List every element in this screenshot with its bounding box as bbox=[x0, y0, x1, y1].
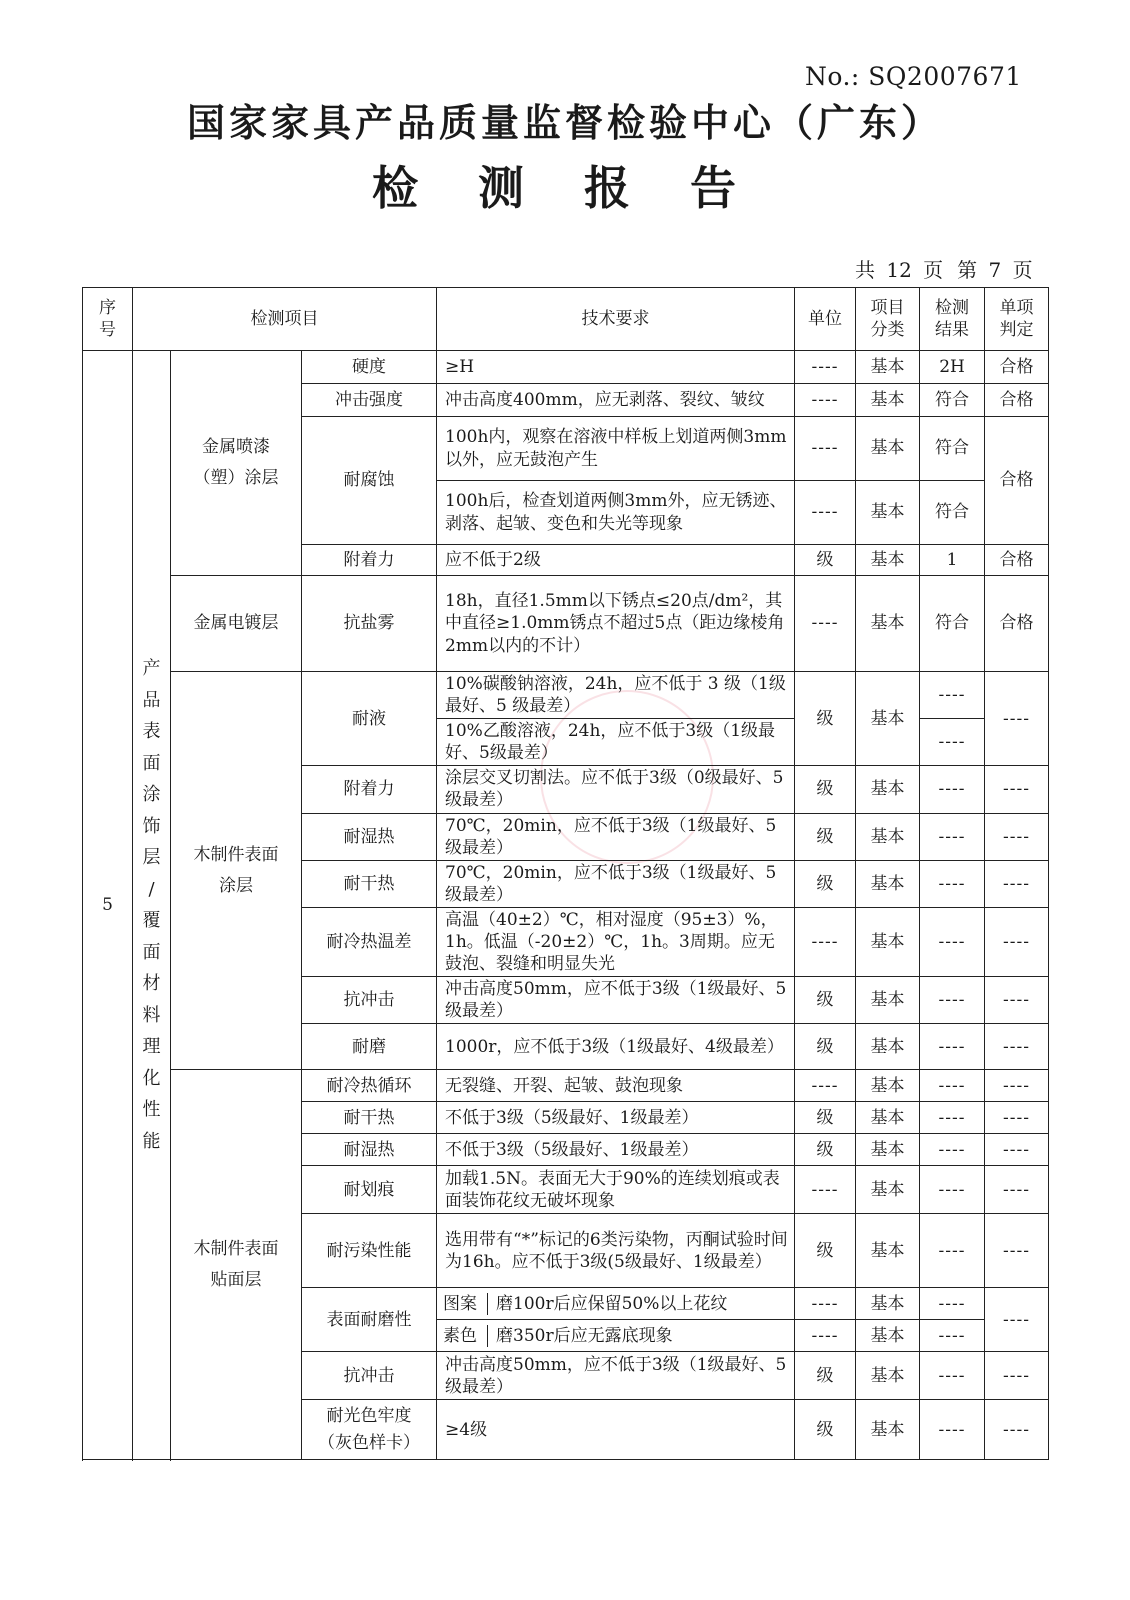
unit-cell: 级 bbox=[795, 977, 856, 1024]
verdict-cell: ---- bbox=[985, 813, 1049, 860]
verdict-cell: ---- bbox=[985, 1102, 1049, 1134]
header-requirement: 技术要求 bbox=[437, 288, 795, 351]
item-cell: 耐腐蚀 bbox=[302, 417, 437, 545]
item-cell: 耐干热 bbox=[302, 860, 437, 907]
requirement-cell: 70℃，20min，应不低于3级（1级最好、5级最差） bbox=[437, 860, 795, 907]
category-cell: 基本 bbox=[856, 384, 920, 417]
requirement-cell bbox=[437, 1288, 795, 1320]
result-cell: 符合 bbox=[920, 417, 985, 481]
category-cell: 基本 bbox=[856, 481, 920, 545]
table-row bbox=[83, 576, 1049, 672]
result-cell: ---- bbox=[920, 672, 985, 719]
current-page: 第 7 页 bbox=[957, 258, 1033, 282]
verdict-cell: ---- bbox=[985, 1070, 1049, 1102]
requirement-cell: 冲击高度50mm，应不低于3级（1级最好、5级最差） bbox=[437, 1352, 795, 1400]
category-cell: 基本 bbox=[856, 1214, 920, 1288]
item-cell: 耐液 bbox=[302, 672, 437, 766]
unit-cell: ---- bbox=[795, 1320, 856, 1352]
verdict-cell: ---- bbox=[985, 1352, 1049, 1400]
item-cell: 耐湿热 bbox=[302, 1134, 437, 1166]
result-cell: ---- bbox=[920, 719, 985, 766]
unit-cell: 级 bbox=[795, 672, 856, 766]
unit-cell: ---- bbox=[795, 1166, 856, 1214]
test-results-table bbox=[82, 287, 1049, 1460]
item-cell: 耐划痕 bbox=[302, 1166, 437, 1214]
verdict-cell: ---- bbox=[985, 1400, 1049, 1460]
result-cell: ---- bbox=[920, 1102, 985, 1134]
result-cell: ---- bbox=[920, 1320, 985, 1352]
seq-cell: 5 bbox=[83, 351, 133, 1460]
requirement-cell: 不低于3级（5级最好、1级最差） bbox=[437, 1102, 795, 1134]
report-title: 检 测 报 告 bbox=[371, 161, 759, 215]
section-wood-veneer: 木制件表面 贴面层 bbox=[171, 1070, 302, 1460]
report-number: No.: SQ2007671 bbox=[805, 62, 1022, 91]
result-cell: ---- bbox=[920, 977, 985, 1024]
requirement-cell: 高温（40±2）℃，相对湿度（95±3）%，1h。低温（-20±2）℃，1h。3周期。应无鼓泡、裂缝和明显失光 bbox=[437, 907, 795, 976]
verdict-cell: ---- bbox=[985, 907, 1049, 976]
result-cell: 符合 bbox=[920, 481, 985, 545]
requirement-cell: ≥4级 bbox=[437, 1400, 795, 1460]
category-cell: 基本 bbox=[856, 1352, 920, 1400]
category-cell: 基本 bbox=[856, 766, 920, 813]
requirement-cell: 100h内，观察在溶液中样板上划道两侧3mm以外，应无鼓泡产生 bbox=[437, 417, 795, 481]
table-row bbox=[83, 351, 1049, 384]
result-cell: 符合 bbox=[920, 576, 985, 672]
unit-cell: ---- bbox=[795, 417, 856, 481]
page-info bbox=[855, 254, 1047, 283]
item-cell: 耐冷热循环 bbox=[302, 1070, 437, 1102]
table-row bbox=[83, 672, 1049, 719]
verdict-cell: 合格 bbox=[985, 576, 1049, 672]
requirement-cell: 选用带有“*”标记的6类污染物，丙酮试验时间为16h。应不低于3级(5级最好、1级最差） bbox=[437, 1214, 795, 1288]
unit-cell: 级 bbox=[795, 1352, 856, 1400]
item-cell: 抗冲击 bbox=[302, 977, 437, 1024]
table-header-row bbox=[83, 288, 1049, 351]
item-cell: 耐湿热 bbox=[302, 813, 437, 860]
item-cell: 耐光色牢度 （灰色样卡） bbox=[302, 1400, 437, 1460]
category-cell: 基本 bbox=[856, 860, 920, 907]
verdict-cell: 合格 bbox=[985, 384, 1049, 417]
unit-cell: ---- bbox=[795, 481, 856, 545]
verdict-cell: ---- bbox=[985, 672, 1049, 766]
unit-cell: 级 bbox=[795, 1400, 856, 1460]
unit-cell: 级 bbox=[795, 545, 856, 576]
result-cell: 1 bbox=[920, 545, 985, 576]
category-cell: 基本 bbox=[856, 545, 920, 576]
unit-cell: ---- bbox=[795, 351, 856, 384]
category-cell: 基本 bbox=[856, 1288, 920, 1320]
verdict-cell: ---- bbox=[985, 977, 1049, 1024]
requirement-cell: 涂层交叉切割法。应不低于3级（0级最好、5级最差） bbox=[437, 766, 795, 813]
result-cell: ---- bbox=[920, 1352, 985, 1400]
category-cell: 基本 bbox=[856, 1166, 920, 1214]
item-cell: 抗盐雾 bbox=[302, 576, 437, 672]
plain-requirement: 磨350r后应无露底现象 bbox=[496, 1325, 673, 1346]
requirement-cell: ≥H bbox=[437, 351, 795, 384]
total-pages: 共 12 页 bbox=[855, 258, 944, 282]
verdict-cell: ---- bbox=[985, 1288, 1049, 1352]
item-cell: 附着力 bbox=[302, 545, 437, 576]
unit-cell: ---- bbox=[795, 1288, 856, 1320]
requirement-cell: 100h后，检查划道两侧3mm外，应无锈迹、剥落、起皱、变色和失光等现象 bbox=[437, 481, 795, 545]
center-name: 国家家具产品质量监督检验中心（广东） bbox=[186, 100, 943, 145]
header-item: 检测项目 bbox=[133, 288, 437, 351]
unit-cell: 级 bbox=[795, 1214, 856, 1288]
category-cell: 基本 bbox=[856, 1400, 920, 1460]
requirement-cell: 冲击高度400mm，应无剥落、裂纹、皱纹 bbox=[437, 384, 795, 417]
category-cell: 基本 bbox=[856, 813, 920, 860]
verdict-cell: ---- bbox=[985, 1214, 1049, 1288]
result-cell: ---- bbox=[920, 860, 985, 907]
category-cell: 基本 bbox=[856, 351, 920, 384]
item-cell: 附着力 bbox=[302, 766, 437, 813]
header-category: 项目 分类 bbox=[856, 288, 920, 351]
unit-cell: 级 bbox=[795, 860, 856, 907]
result-cell: ---- bbox=[920, 1400, 985, 1460]
unit-cell: 级 bbox=[795, 813, 856, 860]
item-cell: 抗冲击 bbox=[302, 1352, 437, 1400]
plain-label: 素色 bbox=[443, 1325, 488, 1347]
result-cell: ---- bbox=[920, 1166, 985, 1214]
category-cell: 基本 bbox=[856, 417, 920, 481]
unit-cell: 级 bbox=[795, 1134, 856, 1166]
requirement-cell: 1000r，应不低于3级（1级最好、4级最差） bbox=[437, 1024, 795, 1070]
pattern-requirement: 磨100r后应保留50%以上花纹 bbox=[496, 1293, 728, 1314]
result-cell: ---- bbox=[920, 1024, 985, 1070]
result-cell: ---- bbox=[920, 1070, 985, 1102]
category-cell: 基本 bbox=[856, 1070, 920, 1102]
requirement-cell: 应不低于2级 bbox=[437, 545, 795, 576]
category-cell: 基本 bbox=[856, 1134, 920, 1166]
item-cell: 耐干热 bbox=[302, 1102, 437, 1134]
unit-cell: ---- bbox=[795, 1070, 856, 1102]
header-result: 检测 结果 bbox=[920, 288, 985, 351]
item-cell: 表面耐磨性 bbox=[302, 1288, 437, 1352]
unit-cell: ---- bbox=[795, 907, 856, 976]
requirement-cell: 18h，直径1.5mm以下锈点≤20点/dm²，其中直径≥1.0mm锈点不超过5点（距边缘棱角2mm以内的不计） bbox=[437, 576, 795, 672]
requirement-cell: 10%乙酸溶液，24h，应不低于3级（1级最好、5级最差） bbox=[437, 719, 795, 766]
requirement-cell bbox=[437, 1320, 795, 1352]
verdict-cell: ---- bbox=[985, 1134, 1049, 1166]
header-verdict: 单项 判定 bbox=[985, 288, 1049, 351]
verdict-cell: ---- bbox=[985, 1166, 1049, 1214]
category-cell: 基本 bbox=[856, 907, 920, 976]
unit-cell: ---- bbox=[795, 576, 856, 672]
result-cell: ---- bbox=[920, 766, 985, 813]
result-cell: ---- bbox=[920, 1288, 985, 1320]
item-cell: 冲击强度 bbox=[302, 384, 437, 417]
verdict-cell: ---- bbox=[985, 860, 1049, 907]
requirement-cell: 加载1.5N。表面无大于90%的连续划痕或表面装饰花纹无破坏现象 bbox=[437, 1166, 795, 1214]
group-label: 产 品 表 面 涂 饰 层 / 覆 面 材 料 理 化 性 能 bbox=[133, 351, 171, 1460]
result-cell: ---- bbox=[920, 907, 985, 976]
section-metal-plating: 金属电镀层 bbox=[171, 576, 302, 672]
verdict-cell: ---- bbox=[985, 766, 1049, 813]
requirement-cell: 无裂缝、开裂、起皱、鼓泡现象 bbox=[437, 1070, 795, 1102]
pattern-label: 图案 bbox=[443, 1293, 488, 1315]
requirement-cell: 70℃，20min，应不低于3级（1级最好、5级最差） bbox=[437, 813, 795, 860]
section-wood-coating: 木制件表面 涂层 bbox=[171, 672, 302, 1070]
item-cell: 硬度 bbox=[302, 351, 437, 384]
item-cell: 耐污染性能 bbox=[302, 1214, 437, 1288]
table-row bbox=[83, 1070, 1049, 1102]
result-cell: ---- bbox=[920, 813, 985, 860]
category-cell: 基本 bbox=[856, 1024, 920, 1070]
category-cell: 基本 bbox=[856, 1320, 920, 1352]
requirement-cell: 冲击高度50mm，应不低于3级（1级最好、5级最差） bbox=[437, 977, 795, 1024]
verdict-cell: 合格 bbox=[985, 417, 1049, 545]
unit-cell: 级 bbox=[795, 766, 856, 813]
result-cell: 符合 bbox=[920, 384, 985, 417]
unit-cell: ---- bbox=[795, 384, 856, 417]
header-unit: 单位 bbox=[795, 288, 856, 351]
category-cell: 基本 bbox=[856, 1102, 920, 1134]
item-cell: 耐磨 bbox=[302, 1024, 437, 1070]
verdict-cell: 合格 bbox=[985, 351, 1049, 384]
category-cell: 基本 bbox=[856, 576, 920, 672]
category-cell: 基本 bbox=[856, 672, 920, 766]
verdict-cell: 合格 bbox=[985, 545, 1049, 576]
section-metal-spray: 金属喷漆 （塑）涂层 bbox=[171, 351, 302, 576]
result-cell: ---- bbox=[920, 1214, 985, 1288]
requirement-cell: 不低于3级（5级最好、1级最差） bbox=[437, 1134, 795, 1166]
requirement-cell: 10%碳酸钠溶液，24h，应不低于 3 级（1级最好、5 级最差） bbox=[437, 672, 795, 719]
result-cell: ---- bbox=[920, 1134, 985, 1166]
header-seq: 序 号 bbox=[83, 288, 133, 351]
result-cell: 2H bbox=[920, 351, 985, 384]
item-cell: 耐冷热温差 bbox=[302, 907, 437, 976]
unit-cell: 级 bbox=[795, 1024, 856, 1070]
category-cell: 基本 bbox=[856, 977, 920, 1024]
verdict-cell: ---- bbox=[985, 1024, 1049, 1070]
unit-cell: 级 bbox=[795, 1102, 856, 1134]
